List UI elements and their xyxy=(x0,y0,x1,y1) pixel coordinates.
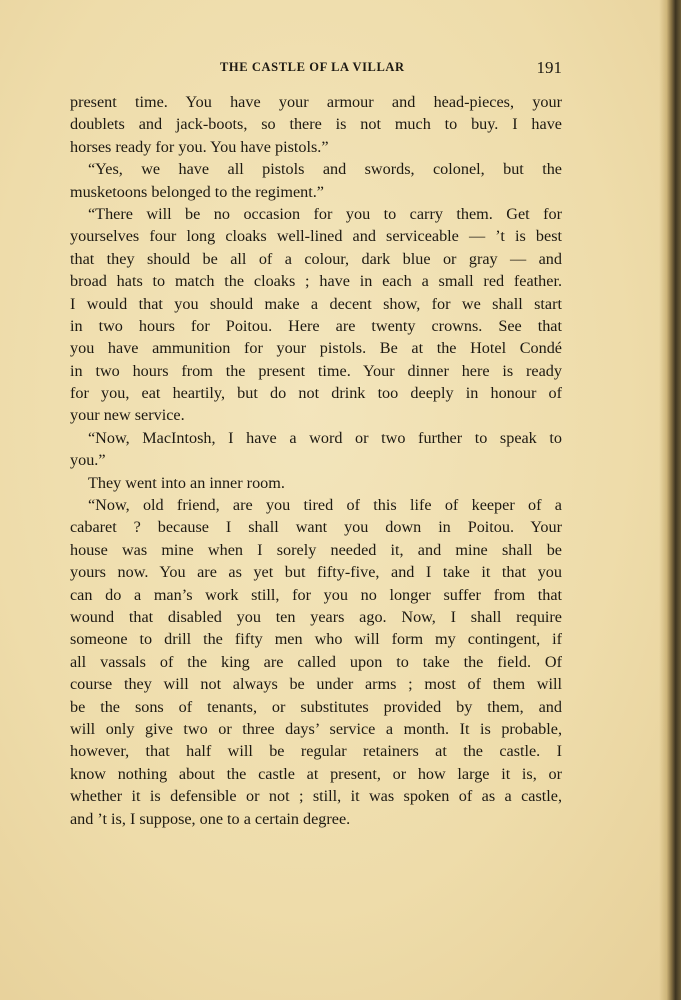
text-line: someone to drill the fifty men who will form my contingent, if xyxy=(70,630,562,649)
text-line: and ’t is, I suppose, one to a certain degree. xyxy=(70,809,351,828)
text-line: that they should be all of a colour, dark blue or gray — and xyxy=(70,249,562,268)
text-line: wound that disabled you ten years ago. Now, I shall require xyxy=(70,607,562,626)
text-line: all vassals of the king are called upon to take the field. Of xyxy=(70,652,562,671)
text-line: you.” xyxy=(70,451,106,470)
text-line: whether it is defensible or not ; still, it was spoken of as a castle, xyxy=(70,787,562,806)
text-line: “Now, old friend, are you tired of this life of keeper of a xyxy=(88,496,562,515)
text-line: for you, eat heartily, but do not drink too deeply in honour of xyxy=(70,384,562,403)
text-line: in two hours for Poitou. Here are twenty crowns. See that xyxy=(70,316,562,335)
text-line: be the sons of tenants, or substitutes provided by them, and xyxy=(70,697,562,716)
text-line: can do a man’s work still, for you no longer suffer from that xyxy=(70,585,562,604)
text-line: horses ready for you. You have pistols.” xyxy=(70,137,329,156)
text-line: yourselves four long cloaks well-lined and serviceable — ’t is best xyxy=(70,227,562,246)
text-line: present time. You have your armour and head-pieces, your xyxy=(70,93,562,111)
text-line: however, that half will be regular retainers at the castle. I xyxy=(70,742,562,761)
text-line: course they will not always be under arms ; most of them will xyxy=(70,675,562,694)
text-line: broad hats to match the cloaks ; have in each a small red feather. xyxy=(70,272,562,291)
running-head xyxy=(70,58,562,80)
text-line: house was mine when I sorely needed it, and mine shall be xyxy=(70,540,562,559)
text-line: “There will be no occasion for you to carry them. Get for xyxy=(88,204,562,223)
text-line: will only give two or three days’ service a month. It is probable, xyxy=(70,719,562,738)
text-line: cabaret ? because I shall want you down in Poitou. Your xyxy=(70,518,562,537)
text-line: you have ammunition for your pistols. Be at the Hotel Condé xyxy=(70,339,562,358)
text-line: yours now. You are as yet but fifty-five, and I take it that you xyxy=(70,563,562,582)
running-title: THE CASTLE OF LA VILLAR xyxy=(220,60,405,74)
text-line: your new service. xyxy=(70,406,185,425)
page-number: 191 xyxy=(536,58,562,77)
body-text xyxy=(70,91,562,830)
text-line: I would that you should make a decent show, for we shall start xyxy=(70,294,562,313)
text-line: in two hours from the present time. Your dinner here is ready xyxy=(70,361,562,380)
text-line: know nothing about the castle at present, or how large it is, or xyxy=(70,764,562,783)
text-line: “Yes, we have all pistols and swords, colonel, but the xyxy=(88,160,562,179)
text-line: “Now, MacIntosh, I have a word or two further to speak to xyxy=(88,428,562,447)
text-line: They went into an inner room. xyxy=(88,473,285,492)
text-line: musketoons belonged to the regiment.” xyxy=(70,182,324,201)
text-line: doublets and jack-boots, so there is not much to buy. I have xyxy=(70,115,562,134)
page-edge-shadow xyxy=(659,0,681,1000)
